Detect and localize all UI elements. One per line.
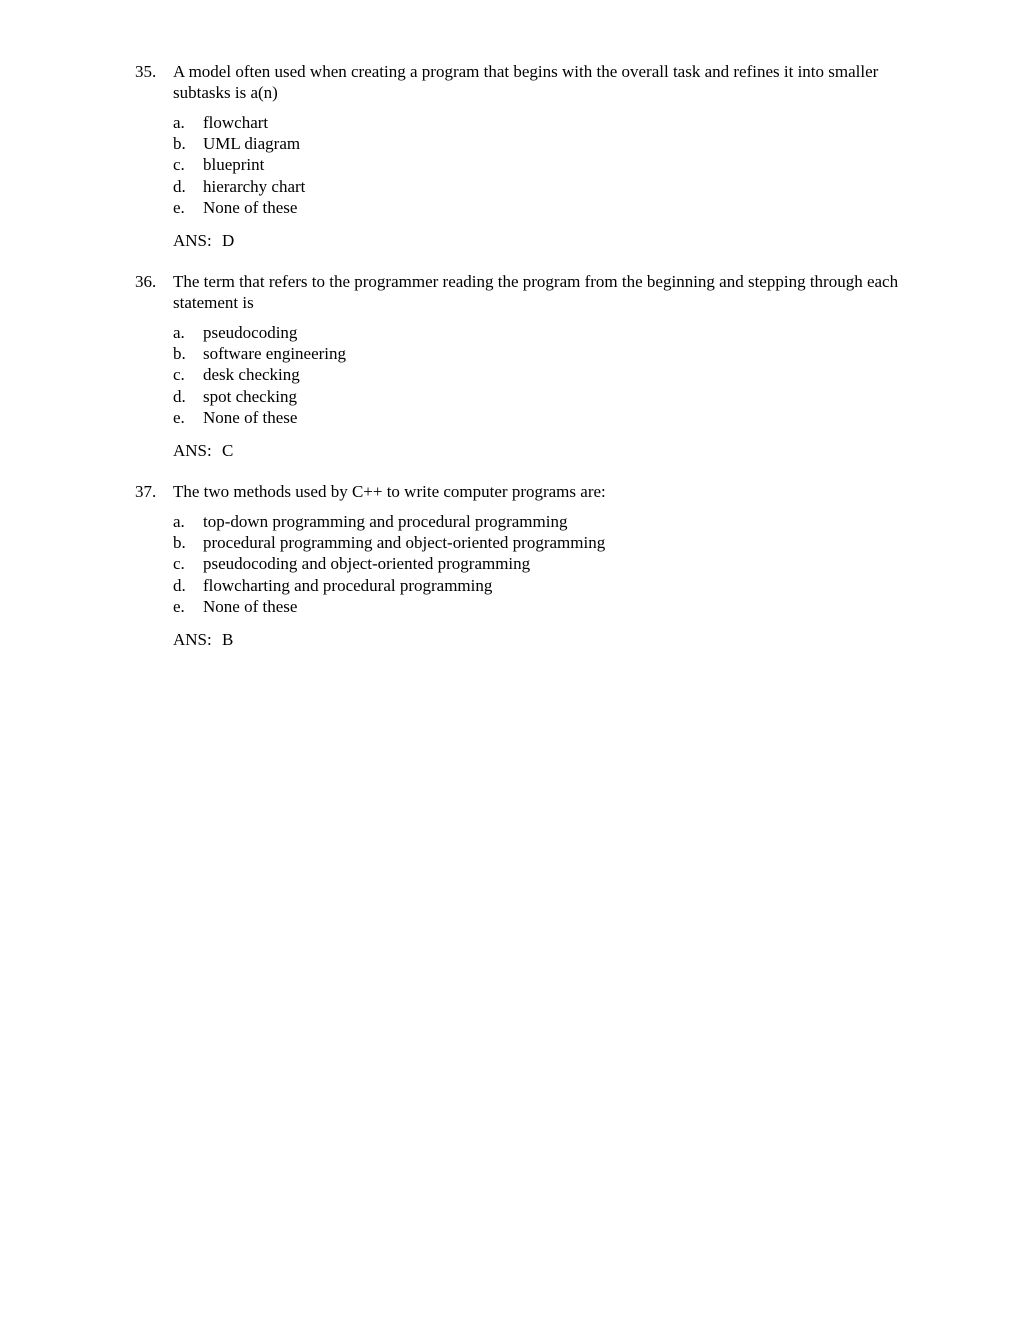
choice-d xyxy=(173,575,935,596)
answer-line xyxy=(173,440,935,461)
answer-value: C xyxy=(222,441,234,461)
choice-text: None of these xyxy=(203,197,298,217)
choice-text: pseudocoding and object-oriented programming xyxy=(203,554,531,574)
choice-text: software engineering xyxy=(203,344,347,364)
question-body xyxy=(173,61,935,251)
choice-e xyxy=(173,197,935,218)
choice-letter: e. xyxy=(173,197,185,217)
document-page xyxy=(135,61,935,670)
choice-text: pseudocoding xyxy=(203,323,298,343)
choice-text: blueprint xyxy=(203,155,265,175)
question-text: A model often used when creating a program that begins with the overall task and refines it into smaller subtasks is a(n) xyxy=(173,62,879,102)
choice-text: desk checking xyxy=(203,365,300,385)
answer-value: B xyxy=(222,630,234,650)
choice-a xyxy=(173,112,935,133)
choice-text: UML diagram xyxy=(203,134,301,154)
choice-text: None of these xyxy=(203,407,298,427)
choice-text: flowcharting and procedural programming xyxy=(203,575,493,595)
question-text: The two methods used by C++ to write computer programs are: xyxy=(173,482,606,502)
choice-letter: e. xyxy=(173,407,185,427)
answer-line xyxy=(173,629,935,650)
choice-letter: a. xyxy=(173,113,185,132)
choice-letter: b. xyxy=(173,134,186,154)
choice-text: top-down programming and procedural programming xyxy=(203,512,568,532)
answer-value: D xyxy=(222,231,235,251)
choice-c xyxy=(173,154,935,175)
question-36 xyxy=(135,271,935,461)
question-body xyxy=(173,481,935,650)
choice-b xyxy=(173,133,935,154)
question-body xyxy=(173,271,935,461)
choice-text: None of these xyxy=(203,596,298,616)
question-number: 35. xyxy=(135,62,157,81)
choice-letter: c. xyxy=(173,365,185,385)
question-text: The term that refers to the programmer reading the program from the beginning and stepping through each statement is xyxy=(173,272,899,313)
choice-e xyxy=(173,407,935,428)
choice-e xyxy=(173,596,935,617)
choice-letter: c. xyxy=(173,155,185,175)
choice-letter: d. xyxy=(173,176,186,196)
choice-list xyxy=(173,511,935,617)
choice-d xyxy=(173,386,935,407)
choice-letter: d. xyxy=(173,575,186,595)
choice-b xyxy=(173,343,935,364)
answer-label: ANS: xyxy=(173,231,212,251)
choice-letter: b. xyxy=(173,533,186,553)
question-37 xyxy=(135,481,935,650)
choice-letter: a. xyxy=(173,323,185,343)
choice-text: procedural programming and object-oriented programming xyxy=(203,533,606,553)
choice-letter: a. xyxy=(173,512,185,532)
choice-list xyxy=(173,112,935,218)
choice-text: hierarchy chart xyxy=(203,176,306,196)
choice-list xyxy=(173,322,935,428)
question-number: 37. xyxy=(135,482,157,502)
answer-label: ANS: xyxy=(173,630,212,650)
choice-b xyxy=(173,532,935,553)
choice-c xyxy=(173,553,935,574)
question-35 xyxy=(135,61,935,251)
choice-letter: b. xyxy=(173,344,186,364)
choice-text: spot checking xyxy=(203,386,297,406)
choice-text: flowchart xyxy=(203,113,269,132)
choice-letter: d. xyxy=(173,386,186,406)
choice-d xyxy=(173,176,935,197)
answer-line xyxy=(173,230,935,251)
choice-a xyxy=(173,322,935,343)
choice-letter: c. xyxy=(173,554,185,574)
answer-label: ANS: xyxy=(173,441,212,461)
question-number: 36. xyxy=(135,272,157,292)
choice-c xyxy=(173,364,935,385)
choice-letter: e. xyxy=(173,596,185,616)
choice-a xyxy=(173,511,935,532)
